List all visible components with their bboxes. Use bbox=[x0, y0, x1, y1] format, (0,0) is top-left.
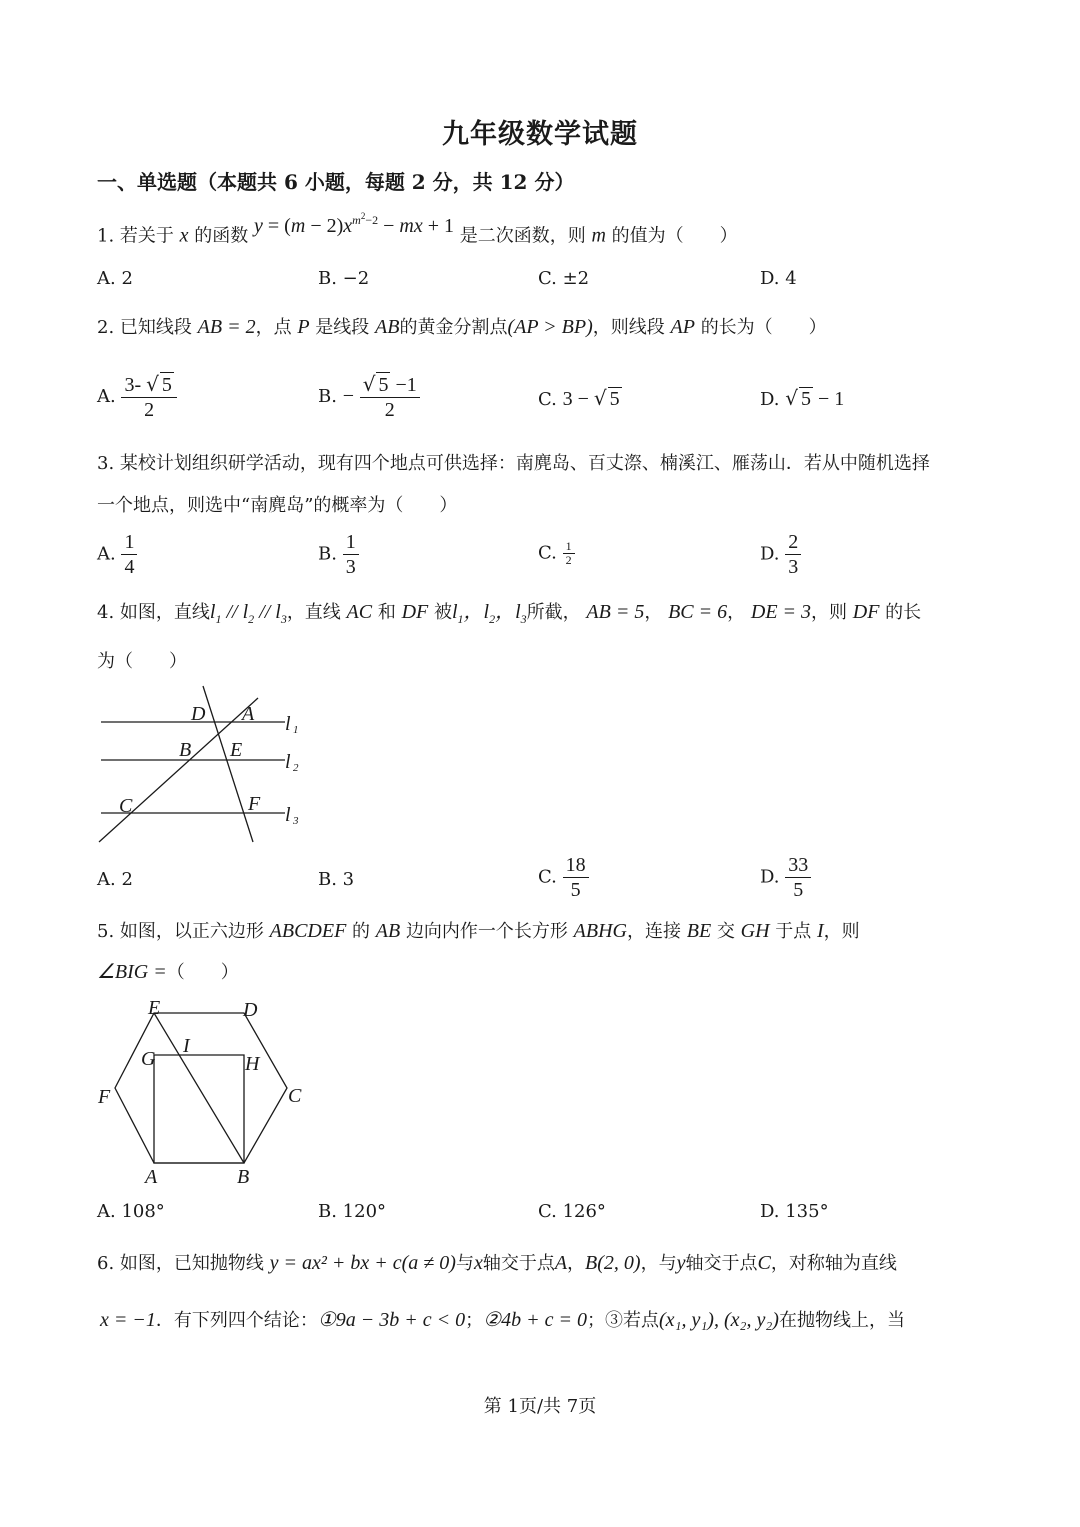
q2-ap: AP bbox=[670, 316, 695, 338]
q4-option-a: A. 2 bbox=[97, 869, 133, 890]
q1-option-b: B. −2 bbox=[318, 268, 370, 289]
q5-be: BE bbox=[686, 920, 712, 942]
question-1 bbox=[97, 212, 738, 251]
q2-text-d: 的黄金分割点 bbox=[399, 317, 508, 338]
question-6-line-1 bbox=[97, 1249, 897, 1278]
q6-text-line2: ．有下列四个结论： bbox=[155, 1310, 318, 1331]
label-g: G bbox=[141, 1048, 156, 1070]
q5-text-f: 于点 bbox=[775, 921, 812, 942]
q4-ac: AC bbox=[346, 601, 373, 623]
q2-text-c: 是线段 bbox=[315, 317, 370, 338]
q1-option-c: C. ±2 bbox=[538, 268, 590, 289]
q2-text-f: 的长为（ ） bbox=[700, 317, 827, 338]
hexagon bbox=[115, 1013, 287, 1163]
q3-c-label: C. bbox=[538, 542, 557, 564]
q2-cond: (AP > BP) bbox=[507, 316, 593, 338]
q1-text-mid: 的函数 bbox=[194, 225, 249, 247]
q6-conclusion-1: ①9a − 3b + c < 0 bbox=[317, 1309, 466, 1331]
q4-df-2: DF bbox=[852, 601, 880, 623]
label-l2-sub: 2 bbox=[293, 762, 299, 774]
q1-var-x: x bbox=[179, 224, 189, 247]
q4-option-b: B. 3 bbox=[318, 869, 355, 890]
q5-text-c: 边向内作一个长方形 bbox=[405, 921, 568, 942]
section-heading: 一、单选题（本题共 6 小题，每题 2 分，共 12 分） bbox=[97, 170, 575, 194]
q5-gh: GH bbox=[740, 920, 770, 942]
q2-a-value: $\frac{3- √ 5}{2}$ bbox=[121, 372, 176, 422]
q2-text-e: ，则线段 bbox=[592, 317, 665, 338]
q5-i: I bbox=[817, 920, 824, 942]
question-5-line-2 bbox=[97, 958, 239, 987]
label-l3-sub: 3 bbox=[293, 815, 299, 827]
q1-option-a: A. 2 bbox=[97, 268, 133, 289]
q2-text-b: ，点 bbox=[255, 317, 292, 338]
label-i: I bbox=[183, 1035, 190, 1057]
label-e: E bbox=[148, 997, 161, 1019]
question-2 bbox=[97, 313, 827, 342]
q6-axis: x = −1 bbox=[100, 1309, 156, 1331]
q6-semi-2: ； bbox=[586, 1310, 605, 1331]
label-e: E bbox=[230, 739, 243, 761]
label-a: A bbox=[242, 703, 255, 725]
q4-c-label: C. bbox=[538, 866, 557, 888]
q4-text-c: 被 bbox=[433, 602, 452, 623]
q4-df: DF bbox=[401, 601, 429, 623]
label-f: F bbox=[98, 1086, 111, 1108]
q4-lines-list: $l_1$，$l_2$，$l_3$ bbox=[451, 601, 527, 626]
q4-c-value: $\frac{18}{5}$ bbox=[563, 853, 589, 902]
q2-c-label: C. bbox=[538, 389, 557, 410]
q3-option-c bbox=[538, 540, 575, 567]
q2-option-a bbox=[97, 372, 177, 422]
page-footer: 第 1页/共 7页 bbox=[483, 1396, 597, 1417]
q6-conclusion-3-a: ③若点 bbox=[604, 1310, 659, 1331]
q3-option-a bbox=[97, 530, 137, 579]
segment-be bbox=[154, 1013, 244, 1163]
q5-text-b: 的 bbox=[352, 921, 371, 942]
question-6-line-2 bbox=[100, 1306, 905, 1335]
q4-eq-ab: AB = 5 bbox=[586, 601, 645, 623]
q2-option-c bbox=[538, 386, 622, 411]
q4-text-e: ，则 bbox=[811, 602, 848, 623]
q6-text-b: 与 bbox=[455, 1253, 474, 1274]
q1-function: $y = (m - 2)x^{m^2-2}$ − mx + 1 bbox=[254, 211, 454, 237]
q6-comma: ， bbox=[567, 1253, 586, 1274]
q6-a: A bbox=[554, 1252, 568, 1274]
q5-text-a: 5. 如图，以正六边形 bbox=[97, 921, 264, 942]
q5-text-e: 交 bbox=[716, 921, 735, 942]
q4-text-d: 所截， bbox=[526, 602, 581, 623]
q3-b-value: $\frac{1}{3}$ bbox=[343, 530, 359, 579]
question-3-line-2: 一个地点，则选中“南麂岛”的概率为（ ） bbox=[97, 495, 458, 516]
q2-b-label: B. bbox=[318, 386, 337, 407]
q2-number: 2. bbox=[97, 317, 115, 338]
q6-text-c: 轴交于点 bbox=[482, 1253, 555, 1274]
q4-text-f: 的长 bbox=[885, 602, 922, 623]
q3-a-value: $\frac{1}{4}$ bbox=[121, 530, 137, 579]
q4-and: 和 bbox=[377, 602, 396, 623]
question-4-line-1: 4. 如图，直线$l_1 // l_2 // l_3$，直线 AC 和 DF 被$l_1$，$l_2$，$l_3$所截， AB = 5， BC = 6， DE = 3，则 DF 的长 bbox=[97, 601, 922, 626]
label-c: C bbox=[288, 1085, 302, 1107]
q5-option-d: D. 135° bbox=[760, 1201, 829, 1222]
q3-d-value: $\frac{2}{3}$ bbox=[785, 530, 801, 579]
q5-angle: ∠BIG = bbox=[97, 961, 167, 983]
q4-eq-de: DE = 3 bbox=[750, 601, 812, 623]
q5-hex: ABCDEF bbox=[269, 920, 347, 942]
q4-d-value: $\frac{33}{5}$ bbox=[785, 853, 811, 902]
q6-points: (x₁, y₁), (x₂, y₂) bbox=[658, 1309, 779, 1331]
q1-ask: 的值为（ ） bbox=[611, 225, 738, 247]
q1-text: 若关于 bbox=[119, 225, 174, 247]
question-4-line-2: 为（ ） bbox=[97, 651, 187, 672]
q3-c-value: $\frac{1}{2}$ bbox=[563, 540, 575, 567]
q3-option-b bbox=[318, 530, 359, 579]
q4-parallel-lines: $l_1 // l_2 // l_3$ bbox=[209, 601, 287, 626]
q1-number: 1. bbox=[97, 225, 115, 247]
q5-figure bbox=[95, 995, 315, 1190]
label-l1: l bbox=[285, 713, 291, 735]
label-l2: l bbox=[285, 751, 291, 773]
q6-c: C bbox=[757, 1252, 771, 1274]
q4-figure bbox=[95, 680, 315, 855]
label-b: B bbox=[237, 1166, 250, 1188]
q6-conclusion-2: ②4b + c = 0 bbox=[483, 1309, 587, 1331]
q2-b-value: $\frac{√ 5 -1}{2}$ bbox=[360, 372, 420, 422]
q4-option-d bbox=[760, 853, 811, 902]
q1-var-m: m bbox=[591, 224, 606, 247]
label-d: D bbox=[243, 999, 258, 1021]
q6-conclusion-3-b: 在抛物线上，当 bbox=[778, 1310, 905, 1331]
q4-text-a: 4. 如图，直线 bbox=[97, 602, 210, 623]
q1-option-d: D. 4 bbox=[760, 268, 797, 289]
q2-d-label: D. bbox=[760, 389, 780, 410]
q6-x: x bbox=[473, 1252, 483, 1274]
label-l1-sub: 1 bbox=[293, 724, 299, 736]
q6-text-d: ，与 bbox=[640, 1253, 677, 1274]
q2-option-d bbox=[760, 386, 844, 411]
q2-c-value: 3 − √ 5 bbox=[562, 386, 620, 410]
q4-d-label: D. bbox=[760, 866, 780, 888]
q3-option-d bbox=[760, 530, 801, 579]
q6-parabola: y = ax² + bx + c(a ≠ 0) bbox=[269, 1252, 456, 1274]
label-h: H bbox=[245, 1053, 260, 1075]
label-b: B bbox=[179, 739, 192, 761]
q5-ab: AB bbox=[375, 920, 401, 942]
q2-a-label: A. bbox=[97, 386, 116, 407]
label-d: D bbox=[191, 703, 206, 725]
line-ac bbox=[99, 698, 258, 842]
page-title: 九年级数学试题 bbox=[442, 119, 638, 150]
q3-b-label: B. bbox=[318, 543, 337, 565]
q6-y: y bbox=[676, 1252, 686, 1274]
q5-rect: ABHG bbox=[573, 920, 627, 942]
q6-b-point: B(2, 0) bbox=[585, 1252, 641, 1274]
q5-text-g: ，则 bbox=[823, 921, 860, 942]
q2-p: P bbox=[297, 316, 310, 338]
q2-ab: AB bbox=[375, 316, 400, 338]
q5-paren: （ ） bbox=[166, 962, 239, 983]
question-3-line-1: 3. 某校计划组织研学活动，现有四个地点可供选择：南麂岛、百丈漈、楠溪江、雁荡山．若从中随机选择 bbox=[97, 453, 930, 474]
q5-option-c: C. 126° bbox=[538, 1201, 606, 1222]
q5-text-d: ，连接 bbox=[627, 921, 681, 942]
question-5-line-1 bbox=[97, 917, 860, 946]
q2-option-b: B. − $\frac{√ 5 -1}{2}$ bbox=[318, 372, 420, 422]
q6-semi-1: ； bbox=[465, 1310, 484, 1331]
q4-text-b: ，直线 bbox=[286, 602, 341, 623]
q2-text-a: 已知线段 bbox=[119, 317, 192, 338]
rectangle-abhg bbox=[154, 1055, 244, 1163]
q4-eq-bc: BC = 6 bbox=[668, 601, 728, 623]
q6-text-e: 轴交于点 bbox=[685, 1253, 758, 1274]
q6-text-f: ，对称轴为直线 bbox=[770, 1253, 897, 1274]
label-l3: l bbox=[285, 804, 291, 826]
q2-d-value: √ 5 − 1 bbox=[785, 386, 845, 410]
q5-option-b: B. 120° bbox=[318, 1201, 387, 1222]
q4-option-c bbox=[538, 853, 589, 902]
q3-a-label: A. bbox=[97, 543, 116, 565]
q3-d-label: D. bbox=[760, 543, 780, 565]
q6-text-a: 6. 如图，已知抛物线 bbox=[97, 1253, 264, 1274]
q2-eq: AB = 2 bbox=[197, 316, 256, 338]
q5-option-a: A. 108° bbox=[97, 1201, 165, 1222]
label-a: A bbox=[145, 1166, 158, 1188]
label-c: C bbox=[119, 795, 133, 817]
q1-text-suffix: 是二次函数，则 bbox=[459, 225, 586, 247]
label-f: F bbox=[248, 793, 261, 815]
